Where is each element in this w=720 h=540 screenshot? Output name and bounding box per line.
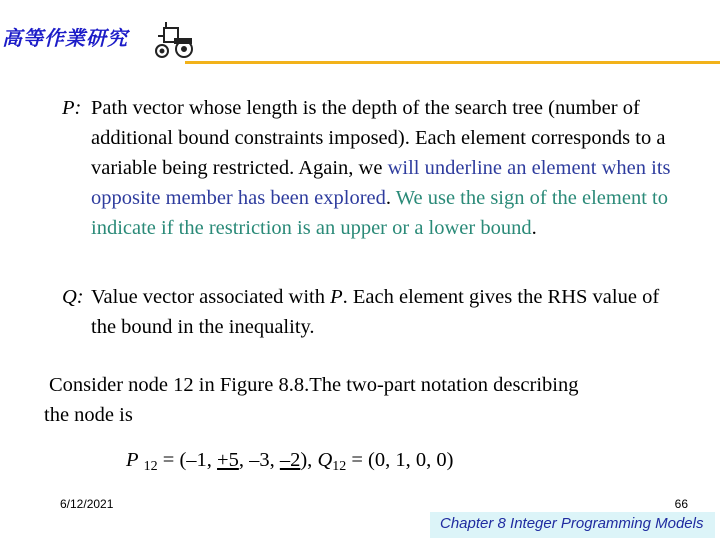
header-title: 高等作業研究	[2, 26, 128, 50]
p-close: ),	[300, 449, 318, 471]
p-value-2: +5	[217, 449, 239, 471]
p-value-3: –3	[249, 449, 270, 471]
q-description	[62, 282, 682, 342]
separator: ,	[269, 449, 280, 471]
node-notation	[126, 445, 453, 482]
q-text-2: . Each element gives the RHS value of the bound in the inequality.	[91, 286, 660, 338]
consider-line-1: Consider node 12 in Figure 8.8.The two-part notation describing	[49, 374, 579, 396]
footer-page-number: 66	[674, 497, 688, 511]
separator: ,	[206, 449, 218, 471]
p-text-sign-rule: We use the sign of the element to indicate if the restriction is an upper or a lower bound	[91, 187, 668, 239]
consider-line-2: the node is	[44, 404, 133, 426]
chapter-label: Chapter 8 Integer Programming Models	[440, 515, 704, 532]
p-value-1: –1	[186, 449, 207, 471]
q-text-italic: P	[330, 286, 343, 308]
p-value-4: –2	[279, 449, 301, 471]
separator: ,	[238, 449, 250, 471]
p-letter: P	[126, 449, 139, 471]
q-letter: Q	[317, 449, 333, 471]
p-text-underline-rule: will underline an element when its opposite member has been explored	[91, 157, 671, 209]
q-term: Q:	[62, 286, 84, 308]
q-definition	[62, 282, 682, 342]
header-rule	[185, 61, 720, 64]
p-term: P:	[62, 97, 82, 119]
p-definition	[62, 93, 682, 243]
p-equals: = (	[157, 449, 187, 471]
q-subscript: 12	[332, 459, 347, 474]
p-description	[62, 93, 682, 243]
p-text-2: .	[385, 187, 396, 209]
q-values: = (0, 1, 0, 0)	[346, 449, 454, 471]
q-text-1: Value vector associated with	[91, 286, 331, 308]
consider-paragraph	[44, 370, 684, 430]
p-text-1: Path vector whose length is the depth of the search tree (number of additional bound constraints imposed). Each element corresponds to a variable being restricted. Again, we	[91, 97, 666, 179]
footer-date: 6/12/2021	[60, 497, 114, 511]
tractor-icon	[150, 18, 196, 60]
p-text-3: .	[531, 217, 537, 239]
p-subscript: 12	[143, 459, 158, 474]
